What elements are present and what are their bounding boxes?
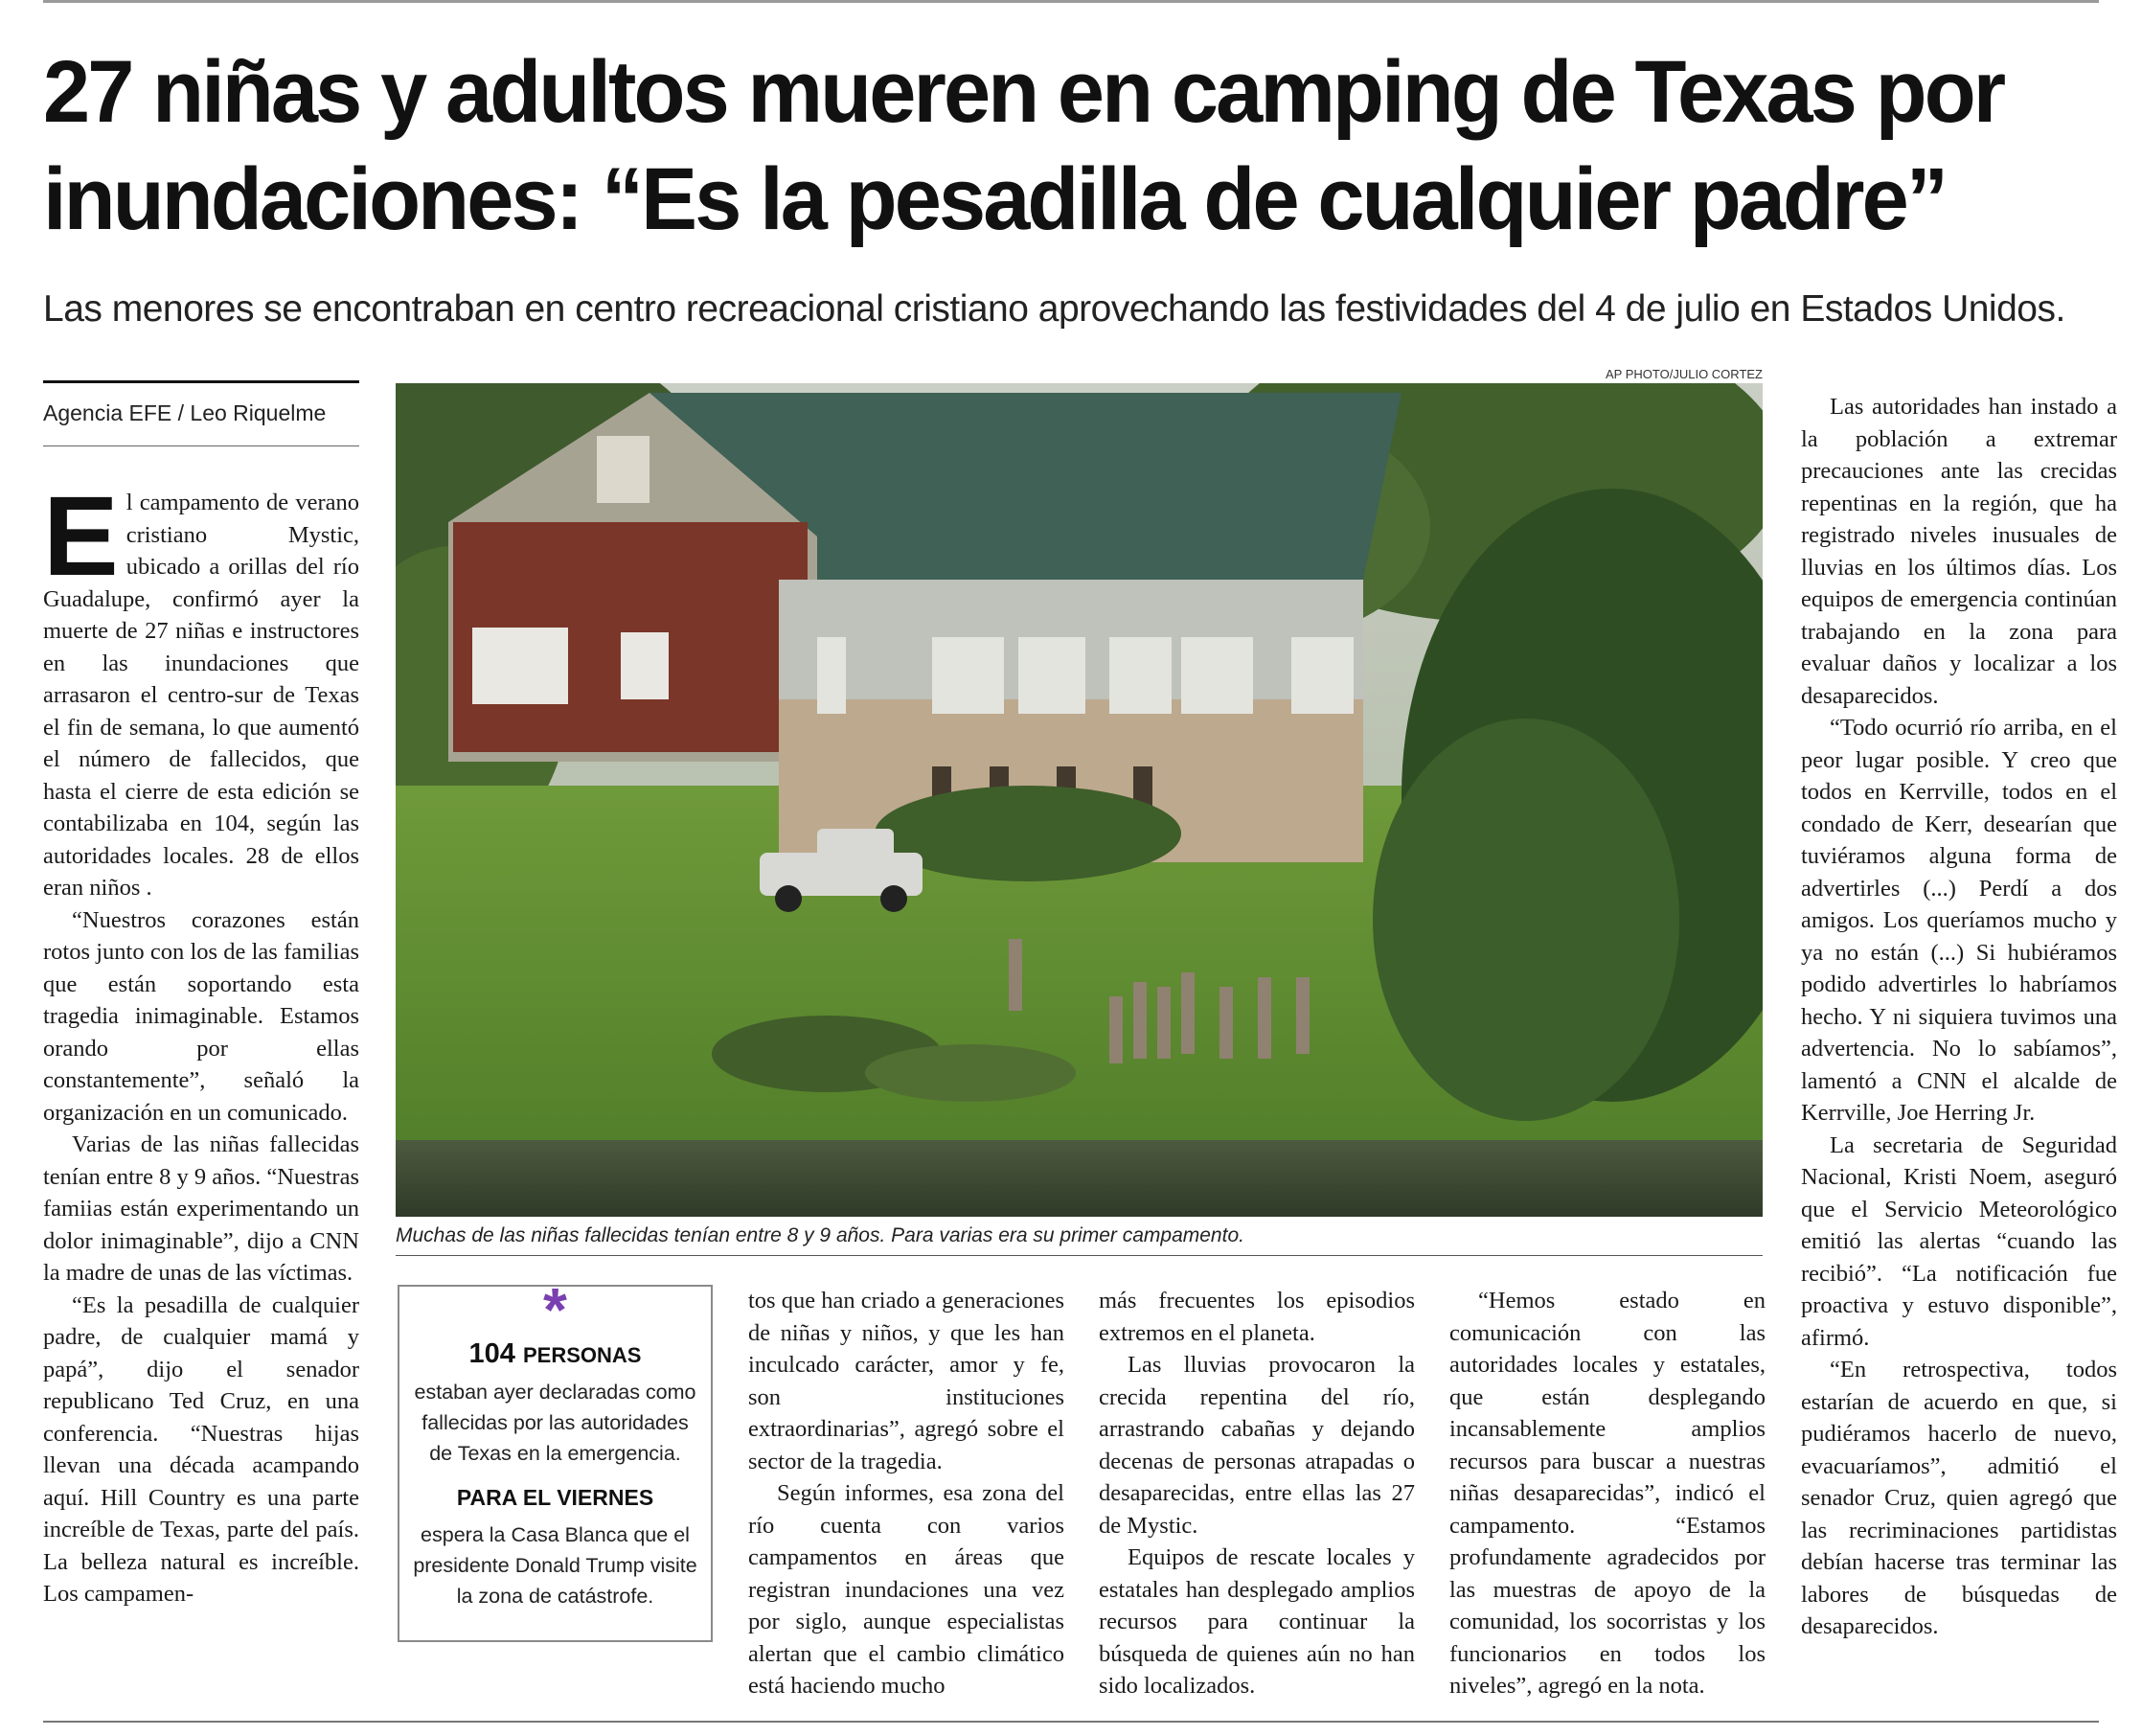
photo-credit: AP PHOTO/JULIO CORTEZ bbox=[1606, 367, 1763, 381]
paragraph: más frecuentes los episodios extremos en el planeta. bbox=[1099, 1288, 1415, 1346]
factbox-number: 104 bbox=[468, 1338, 515, 1369]
paragraph: “Nuestros corazones están rotos junto con los de las familias que están soportando esta tragedia inimaginable. Estamos orando por ellas constantemente”, señaló la organización en un comunicado. bbox=[43, 906, 359, 1126]
paragraph: La secretaria de Seguridad Nacional, Kristi Noem, aseguró que el Servicio Meteorológico emitió las alertas “cuando las recibió”. “La notificación fue proactiva y estuvo disponible”, afirmó. bbox=[1801, 1131, 2117, 1351]
article-column-1 bbox=[43, 473, 359, 1610]
paragraph: tos que han criado a generaciones de niñas y niños, y que les han inculcado carácter, amor y fe, son instituciones extraordinarias”, agregó sobre el sector de la tragedia. bbox=[748, 1288, 1064, 1474]
bottom-rule bbox=[43, 1721, 2099, 1723]
factbox-figure bbox=[399, 1338, 711, 1370]
byline-bottom-rule bbox=[43, 445, 359, 446]
caption-rule bbox=[396, 1255, 1763, 1256]
paragraph: Según informes, esa zona del río cuenta con varios campamentos en áreas que registran inundaciones una vez por siglo, aunque especialistas alertan que el cambio climático está haciendo mucho bbox=[748, 1480, 1064, 1699]
byline: Agencia EFE / Leo Riquelme bbox=[43, 400, 327, 425]
top-rule bbox=[43, 0, 2099, 3]
asterisk-icon: * bbox=[543, 1275, 567, 1344]
paragraph: “Todo ocurrió río arriba, en el peor lugar posible. Y creo que todos en Kerrville, todos en el condado de Kerr, desearían que tuviéramos alguna forma de advertirles (...) Perdí a dos amigos. Los queríamos mucho y ya no están (...) Si hubiéramos podido advertirles lo habríamos hecho. Y ni siquiera tuvimos una advertencia. No lo sabíamos”, lamentó a CNN el alcalde de Kerrville, Joe Herring Jr. bbox=[1801, 715, 2117, 1126]
article-column-5 bbox=[1801, 391, 2117, 1643]
deck-subtitle: Las menores se encontraban en centro recreacional cristiano aprovechando las festividades del 4 de julio en Estados Unidos. bbox=[43, 288, 2065, 330]
article-column-4 bbox=[1449, 1285, 1766, 1702]
factbox-number-label: PERSONAS bbox=[522, 1343, 642, 1367]
headline-line-2: inundaciones: “Es la pesadilla de cualquier padre” bbox=[43, 150, 1947, 248]
photo-illustration bbox=[396, 383, 1763, 1217]
factbox-text-1: estaban ayer declaradas como fallecidas por las autoridades de Texas en la emergencia. bbox=[414, 1381, 696, 1465]
paragraph: Las lluvias provocaron la crecida repentina del río, arrastrando cabañas y dejando decenas de personas atrapadas o desaparecidas, entre ellas las 27 de Mystic. bbox=[1099, 1352, 1415, 1539]
paragraph: “En retrospectiva, todos estarían de acuerdo en que, si pudiéramos hacerlo de nuevo, evacuaríamos”, admitió el senador Cruz, quien agregó que las recriminaciones partidistas debían hacerse tras terminar las labores de búsquedas de desaparecidos. bbox=[1801, 1357, 2117, 1639]
headline bbox=[43, 38, 2020, 253]
photo-caption: Muchas de las niñas fallecidas tenían entre 8 y 9 años. Para varias era su primer campamento. bbox=[396, 1224, 1244, 1246]
factbox bbox=[398, 1275, 713, 1642]
paragraph-lead: El campamento de verano cristiano Mystic, ubicado a orillas del río Guadalupe, confirmó ayer la muerte de 27 niñas e instructores en las inundaciones que arrasaron el centro-sur de Texas el fin de semana, lo que aumentó el número de fallecidos, que hasta el cierre de esta edición se contabilizaba en 104, según las autoridades locales. 28 de ellos eran niños . bbox=[43, 473, 359, 901]
paragraph: “Hemos estado en comunicación con las autoridades locales y estatales, que están desplegando incansablemente amplios recursos para buscar a nuestras niñas desaparecidas”, indicó el campamento. “Estamos profundamente agradecidos por las muestras de apoyo de la comunidad, los socorristas y los funcionarios en todos los niveles”, agregó en la nota. bbox=[1449, 1288, 1766, 1699]
drop-cap: E bbox=[43, 473, 119, 600]
paragraph: Equipos de rescate locales y estatales han desplegado amplios recursos para continuar la búsqueda de quienes aún no han sido localizados. bbox=[1099, 1544, 1415, 1699]
byline-top-rule bbox=[43, 380, 359, 383]
paragraph: Varias de las niñas fallecidas tenían entre 8 y 9 años. “Nuestras famiias están experimentando un dolor inimaginable”, dijo a CNN la madre de unas de las víctimas. bbox=[43, 1131, 359, 1286]
headline-line-1: 27 niñas y adultos mueren en camping de Texas por bbox=[43, 43, 2004, 141]
article-column-3 bbox=[1099, 1285, 1415, 1702]
article-column-2 bbox=[748, 1285, 1064, 1702]
factbox-heading-2: PARA EL VIERNES bbox=[456, 1485, 654, 1510]
factbox-text-2: espera la Casa Blanca que el presidente Donald Trump visite la zona de catástrofe. bbox=[413, 1523, 697, 1608]
news-photo bbox=[396, 383, 1763, 1217]
paragraph: “Es la pesadilla de cualquier padre, de cualquier mamá y papá”, dijo el senador republicano Ted Cruz, en una conferencia. “Nuestras hijas llevan una década acampando aquí. Hill Country es una parte increíble de Texas, parte del país. La belleza natural es increíble. Los campamen- bbox=[43, 1291, 359, 1607]
paragraph: Las autoridades han instado a la población a extremar precauciones ante las crecidas repentinas en la región, que ha registrado niveles inusuales de lluvias en los últimos días. Los equipos de emergencia continúan trabajando en la zona para evaluar daños y localizar a los desaparecidos. bbox=[1801, 394, 2117, 709]
